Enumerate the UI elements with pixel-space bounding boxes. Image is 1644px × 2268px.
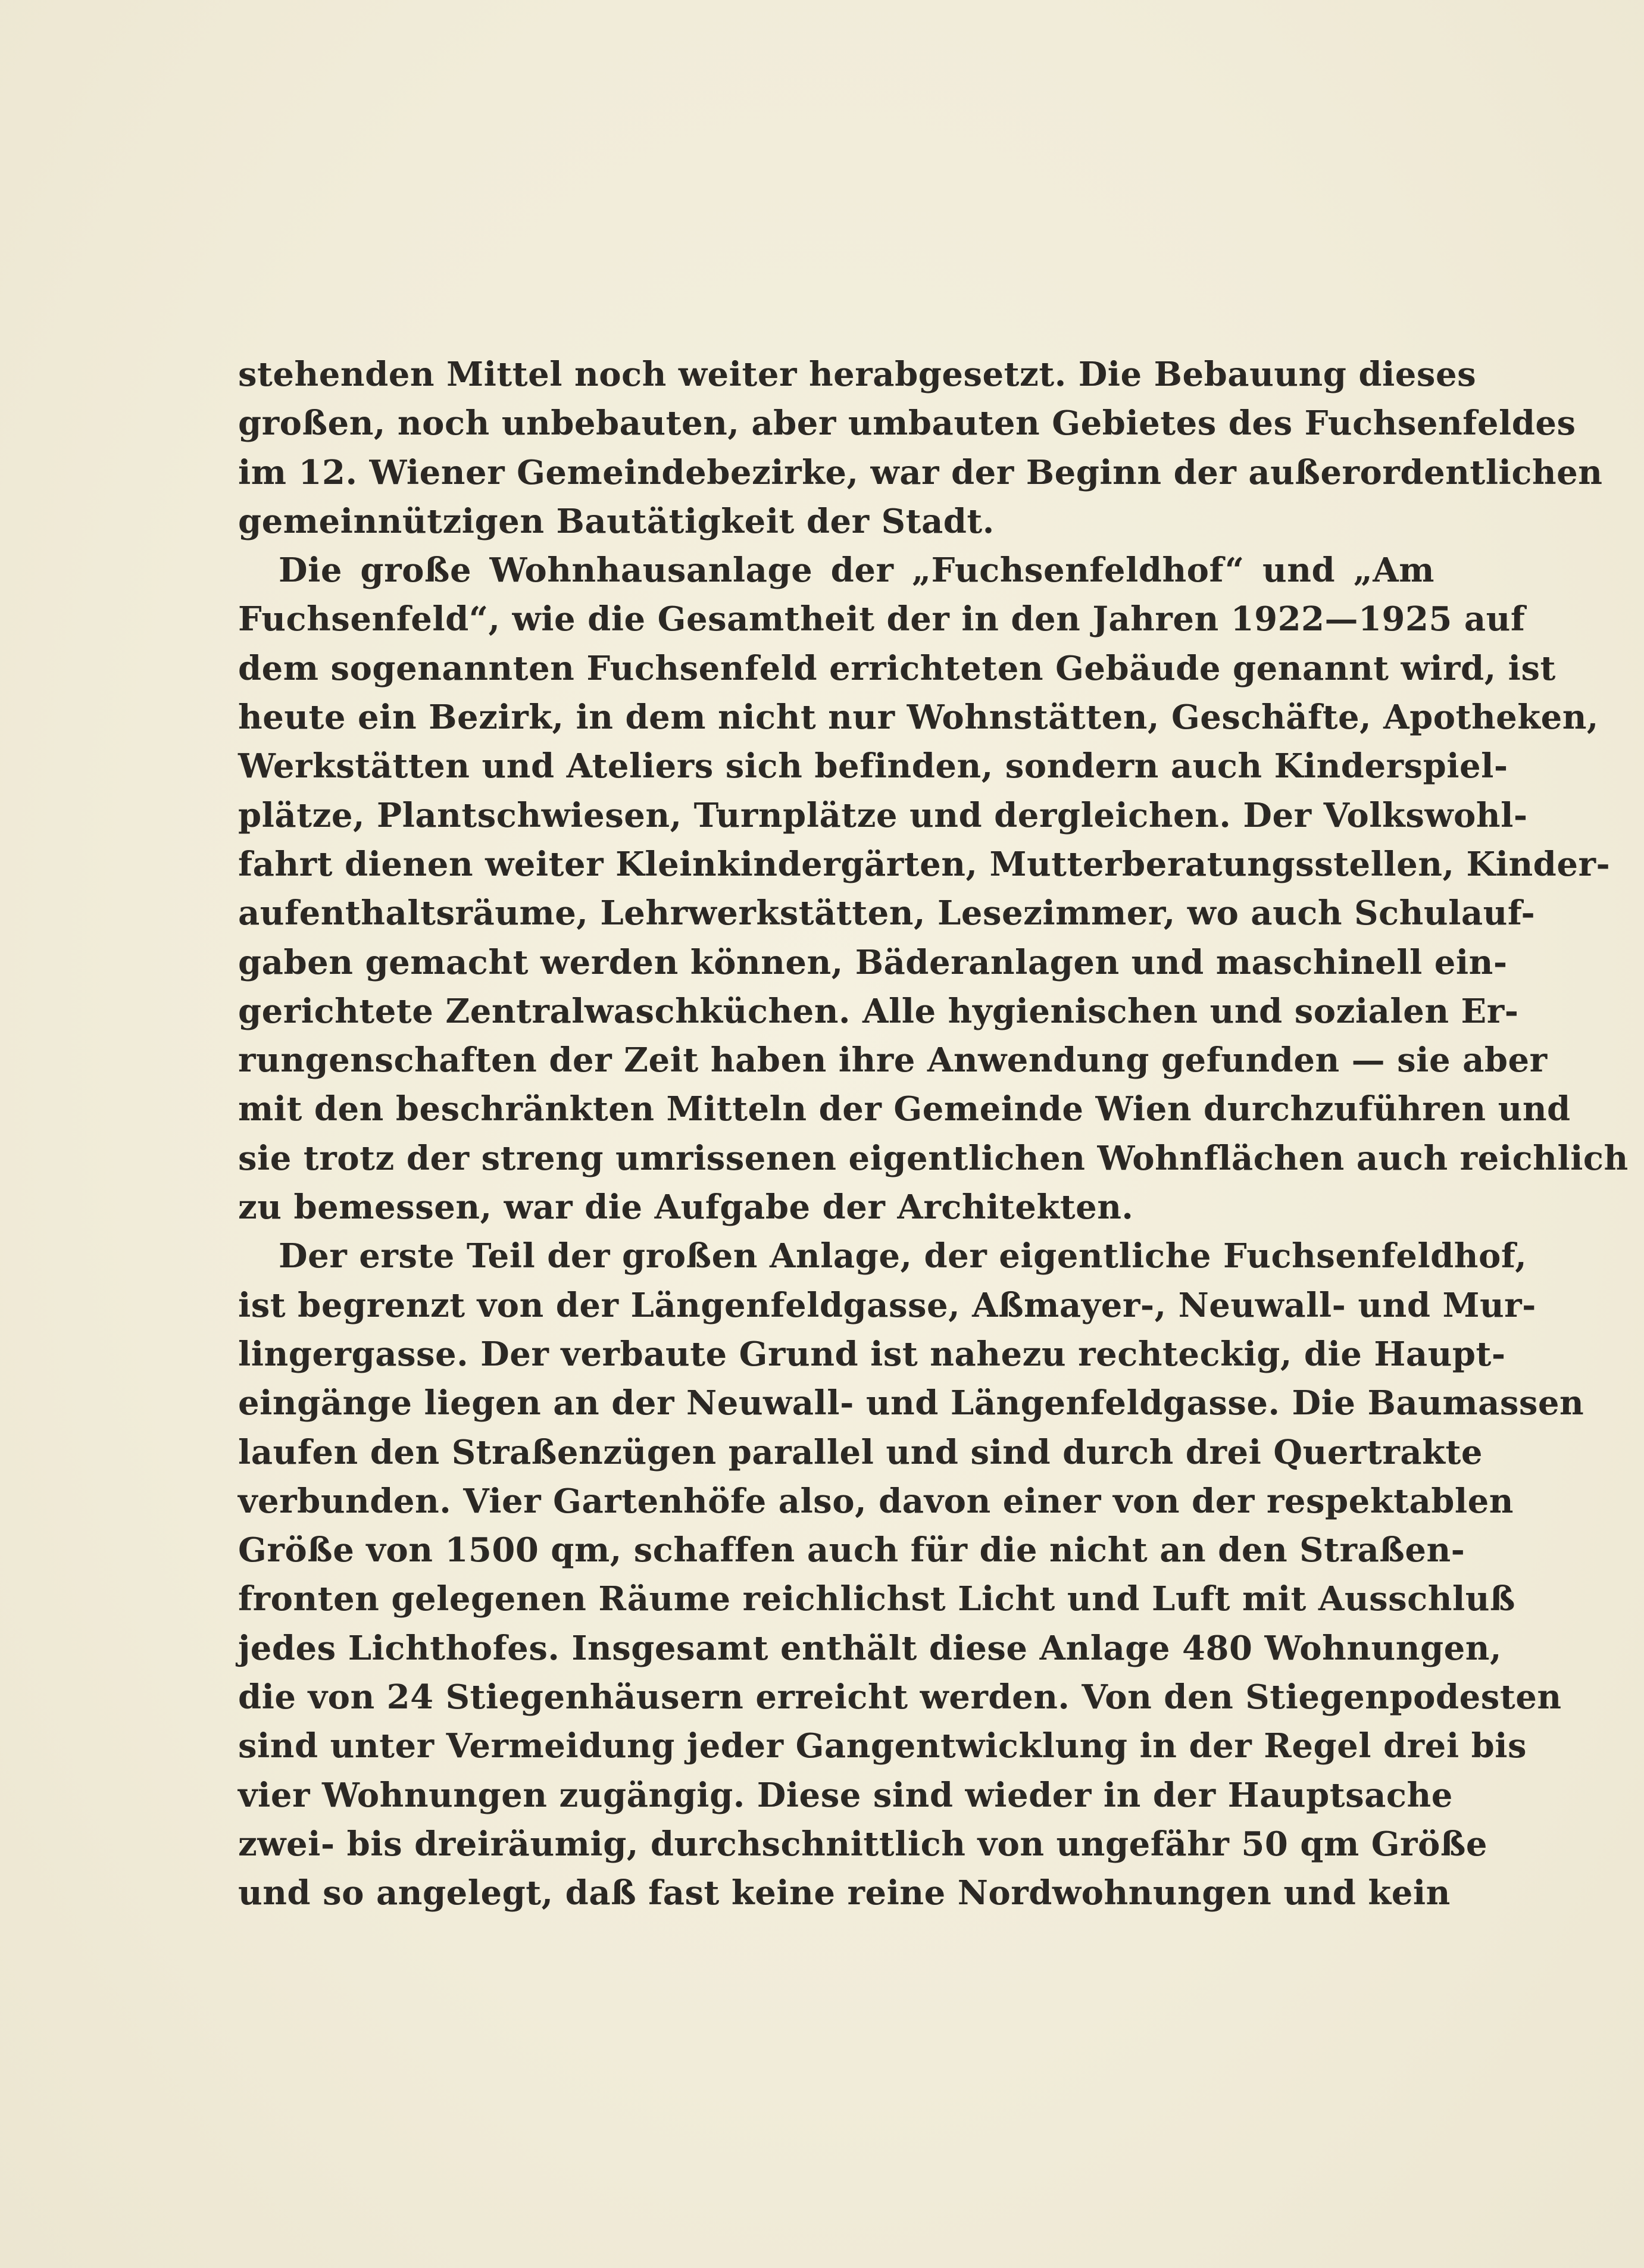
text-line: die von 24 Stiegenhäusern erreicht werden. Von den Stiegenpodesten: [238, 1677, 1562, 1717]
text-line: Der erste Teil der großen Anlage, der eigentliche Fuchsenfeldhof,: [279, 1236, 1527, 1276]
text-line: laufen den Straßenzügen parallel und sind durch drei Quertrakte: [238, 1432, 1483, 1472]
text-line: im 12. Wiener Gemeindebezirke, war der Beginn der außerordentlichen: [238, 452, 1603, 492]
text-line: vier Wohnungen zugängig. Diese sind wieder in der Hauptsache: [238, 1775, 1453, 1815]
text-line: fahrt dienen weiter Kleinkindergärten, Mutterberatungsstellen, Kinder-: [238, 844, 1611, 884]
text-line: verbunden. Vier Gartenhöfe also, davon einer von der respektablen: [238, 1481, 1514, 1521]
text-line: Größe von 1500 qm, schaffen auch für die nicht an den Straßen-: [238, 1530, 1465, 1570]
text-line: rungenschaften der Zeit haben ihre Anwendung gefunden — sie aber: [238, 1041, 1548, 1080]
text-line: Fuchsenfeld“, wie die Gesamtheit der in den Jahren 1922—1925 auf: [238, 599, 1526, 639]
text-line: zu bemessen, war die Aufgabe der Architekten.: [238, 1188, 1134, 1227]
text-line: gaben gemacht werden können, Bäderanlagen und maschinell ein-: [238, 942, 1508, 982]
text-line: plätze, Plantschwiesen, Turnplätze und dergleichen. Der Volkswohl-: [238, 795, 1528, 835]
text-line: sind unter Vermeidung jeder Gangentwicklung in der Regel drei bis: [238, 1726, 1527, 1766]
text-line: großen, noch unbebauten, aber umbauten Gebietes des Fuchsenfeldes: [238, 404, 1576, 443]
text-line: gerichtete Zentralwaschküchen. Alle hygienischen und sozialen Er-: [238, 991, 1519, 1031]
text-line: und so angelegt, daß fast keine reine Nordwohnungen und kein: [238, 1873, 1451, 1913]
text-line: stehenden Mittel noch weiter herabgesetzt. Die Bebauung dieses: [238, 355, 1477, 394]
text-line: aufenthaltsräume, Lehrwerkstätten, Lesezimmer, wo auch Schulauf-: [238, 894, 1536, 933]
text-line: ist begrenzt von der Längenfeldgasse, Aßmayer-, Neuwall- und Mur-: [238, 1285, 1536, 1325]
text-line: Werkstätten und Ateliers sich befinden, sondern auch Kinderspiel-: [238, 746, 1508, 786]
text-line: zwei- bis dreiräumig, durchschnittlich von ungefähr 50 qm Größe: [238, 1824, 1488, 1864]
text-line: lingergasse. Der verbaute Grund ist nahezu rechteckig, die Haupt-: [238, 1334, 1506, 1374]
text-line: heute ein Bezirk, in dem nicht nur Wohnstätten, Geschäfte, Apotheken,: [238, 698, 1599, 738]
text-line: fronten gelegenen Räume reichlichst Licht und Luft mit Ausschluß: [238, 1579, 1515, 1619]
text-line: sie trotz der streng umrissenen eigentlichen Wohnflächen auch reichlich: [238, 1138, 1629, 1178]
text-line: dem sogenannten Fuchsenfeld errichteten Gebäude genannt wird, ist: [238, 648, 1556, 688]
text-line: Die große Wohnhausanlage der „Fuchsenfeldhof“ und „Am: [279, 551, 1434, 591]
text-line: eingänge liegen an der Neuwall- und Längenfeldgasse. Die Baumassen: [238, 1383, 1584, 1423]
text-line: jedes Lichthofes. Insgesamt enthält diese Anlage 480 Wohnungen,: [238, 1628, 1502, 1668]
text-line: gemeinnützigen Bautätigkeit der Stadt.: [238, 501, 995, 541]
body-text: [238, 350, 1629, 1918]
text-line: mit den beschränkten Mitteln der Gemeinde Wien durchzuführen und: [238, 1089, 1571, 1129]
